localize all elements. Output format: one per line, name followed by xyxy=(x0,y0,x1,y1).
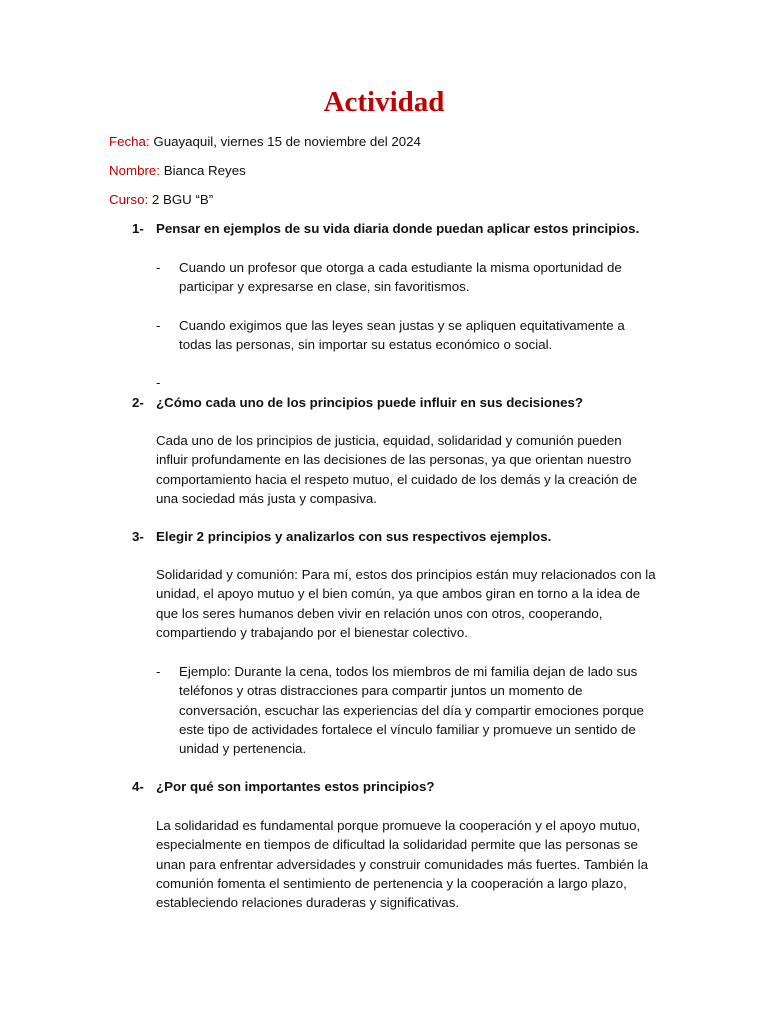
question-2 xyxy=(132,393,672,412)
nombre-label: Nombre: xyxy=(109,163,160,178)
question-3 xyxy=(132,527,672,546)
curso-label: Curso: xyxy=(109,192,149,207)
question-number: 4- xyxy=(132,779,144,794)
question-number: 1- xyxy=(132,221,144,236)
answer-4: La solidaridad es fundamental porque promueve la cooperación y el apoyo mutuo, especialmente en tiempos de dificultad la solidaridad permite que las personas se unan para enfrentar adversidades y construir comunidades más fuertes. También la comunión fomenta el sentimiento de pertenencia y la cooperación a largo plazo, estableciendo relaciones duraderas y significativas. xyxy=(156,818,649,911)
fecha-label: Fecha: xyxy=(109,134,150,149)
nombre-line xyxy=(109,161,246,180)
question-1 xyxy=(132,219,672,238)
empty-bullet-dash: - xyxy=(156,375,161,390)
curso-value: 2 BGU “B” xyxy=(151,192,214,207)
question-number: 2- xyxy=(132,395,144,410)
bullet-text: Cuando un profesor que otorga a cada estudiante la misma oportunidad de participar y expresarse en clase, sin favoritismos. xyxy=(179,260,622,295)
bullet-dash: - xyxy=(156,260,161,275)
fecha-value: Guayaquil, viernes 15 de noviembre del 2024 xyxy=(153,134,421,149)
answer-3: Solidaridad y comunión: Para mí, estos dos principios están muy relacionados con la unidad, el apoyo mutuo y el bien común, ya que ambos giran en torno a la idea de que los seres humanos deben vivir en relación unos con otros, cooperando, compartiendo y trabajando por el bienestar colectivo. xyxy=(156,567,656,640)
question-text: Elegir 2 principios y analizarlos con sus respectivos ejemplos. xyxy=(156,529,552,544)
bullet-text: Ejemplo: Durante la cena, todos los miembros de mi familia dejan de lado sus teléfonos y otras distracciones para compartir juntos un momento de conversación, escuchar las experiencias del día y compartir emociones porque este tipo de actividades fortalece el vínculo familiar y promueve un sentido de unidad y pertenencia. xyxy=(179,664,644,757)
bullet-dash: - xyxy=(156,664,161,679)
bullet-dash: - xyxy=(156,318,161,333)
curso-line xyxy=(109,190,213,209)
list-item xyxy=(156,662,656,758)
nombre-value: Bianca Reyes xyxy=(163,163,246,178)
list-item xyxy=(156,258,656,297)
fecha-line xyxy=(109,132,421,151)
answer-2: Cada uno de los principios de justicia, equidad, solidaridad y comunión pueden influir profundamente en las decisiones de las personas, ya que orientan nuestro comportamiento hacia el respeto mutuo, el cuidado de los demás y la creación de una sociedad más justa y compasiva. xyxy=(156,433,638,506)
document-title: Actividad xyxy=(323,86,445,118)
question-text: ¿Por qué son importantes estos principios? xyxy=(156,779,435,794)
question-text: Pensar en ejemplos de su vida diaria donde puedan aplicar estos principios. xyxy=(156,221,640,236)
question-number: 3- xyxy=(132,529,144,544)
question-4 xyxy=(132,777,672,796)
list-item xyxy=(156,316,656,355)
bullet-text: Cuando exigimos que las leyes sean justas y se apliquen equitativamente a todas las personas, sin importar su estatus económico o social. xyxy=(179,318,625,353)
question-text: ¿Cómo cada uno de los principios puede influir en sus decisiones? xyxy=(156,395,584,410)
